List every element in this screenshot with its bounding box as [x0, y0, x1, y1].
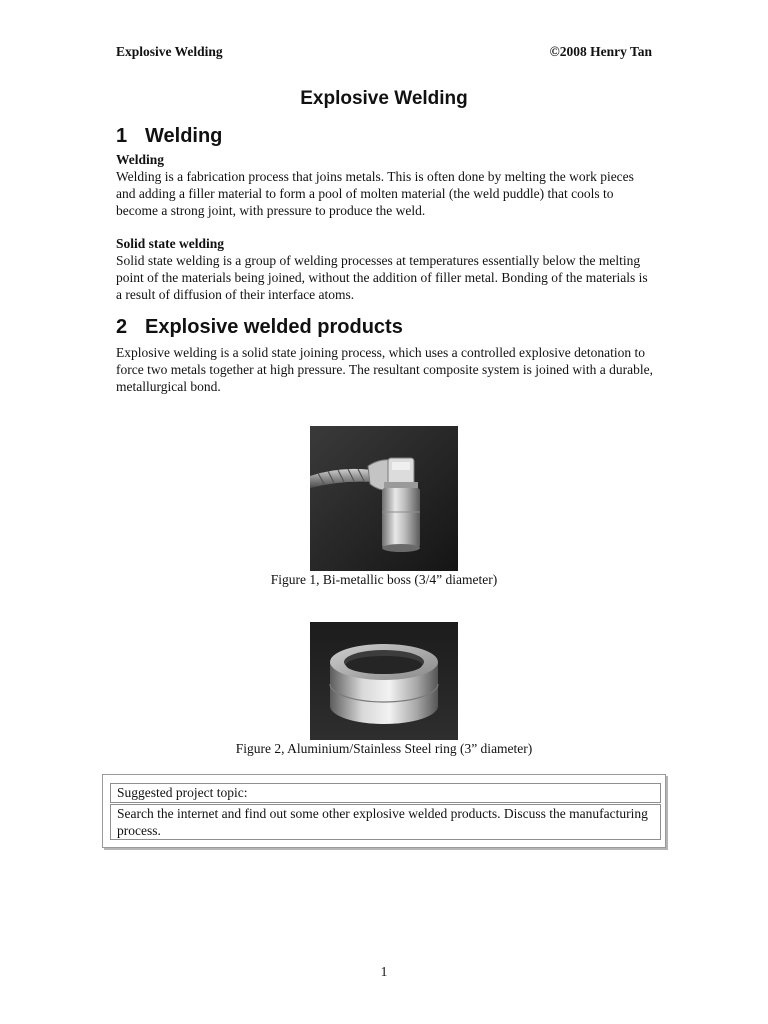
- subsection-welding-title: Welding: [116, 152, 165, 167]
- running-header-copyright: ©2008 Henry Tan: [549, 44, 652, 59]
- figure-2-photo: [310, 622, 458, 740]
- section-1-heading: [116, 125, 222, 148]
- figure-1-caption: Figure 1, Bi-metallic boss (3/4” diameter): [270, 572, 498, 587]
- welding-paragraph: Welding is a fabrication process that joins metals. This is often done by melting the work pieces and adding a filler material to form a pool of molten material (the weld puddle) that cools to become a strong joint, with pressure to produce the weld.: [116, 169, 634, 218]
- section-2-heading: [116, 316, 403, 339]
- solid-state-paragraph: Solid state welding is a group of welding processes at temperatures essentially below the melting point of the materials being joined, without the addition of filler metal. Bonding of the materials is a result of diffusion of their interface atoms.: [116, 253, 648, 302]
- subsection-solid-state-title: Solid state welding: [116, 236, 225, 251]
- section-number: 1: [116, 125, 128, 147]
- page-number: 1: [380, 964, 388, 979]
- figure-2-caption: Figure 2, Aluminium/Stainless Steel ring (3” diameter): [235, 741, 533, 756]
- project-label: Suggested project topic:: [110, 783, 661, 803]
- explosive-welding-paragraph: Explosive welding is a solid state joining process, which uses a controlled explosive detonation to force two metals together at high pressure. The resultant composite system is joined with a durable, metallurgical bond.: [116, 345, 653, 394]
- section-number: 2: [116, 316, 128, 338]
- suggested-project-box: [102, 774, 666, 848]
- running-header-title: Explosive Welding: [116, 44, 223, 59]
- project-text: Search the internet and find out some other explosive welded products. Discuss the manufacturing process.: [110, 804, 661, 840]
- page-title: Explosive Welding: [300, 88, 468, 109]
- section-title: Welding: [145, 125, 223, 147]
- section-title: Explosive welded products: [145, 316, 403, 338]
- figure-1-photo: [310, 426, 458, 571]
